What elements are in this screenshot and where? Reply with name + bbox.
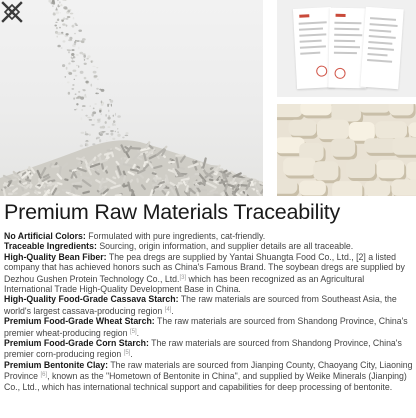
- ingredient-item: [4, 252, 414, 295]
- item-text: , known as the "Hometown of Bentonite in China", and supplied by Weike Minerals (Jianping) Co., Ltd., which has international technical support and capabilities for deep processing of bentonite.: [4, 371, 407, 392]
- reference-mark: [5]: [123, 350, 131, 357]
- ingredient-item: [4, 316, 414, 338]
- item-text: The raw materials are sourced from Shandong Province, China's premier wheat-producing region: [4, 316, 408, 338]
- reference-mark: [4]: [164, 306, 172, 313]
- item-heading: High-Quality Bean Fiber:: [4, 251, 107, 262]
- ingredient-item: [4, 338, 414, 360]
- brand-logo-icon: [0, 0, 24, 24]
- page-title: Premium Raw Materials Traceability: [4, 200, 341, 224]
- ingredient-item: [4, 360, 414, 392]
- item-text: The pea dregs are supplied by Yantai Shuangta Food Co., Ltd., [2] a listed company that has achieved honors such as China's Famous Brand. The soybean dregs are supplied by Dezhou Gushen Protein Technology Co., Ltd.: [4, 251, 405, 284]
- ingredient-list: [4, 231, 414, 392]
- item-text: The raw materials are sourced from Shandong Province, China's premier corn-producing region: [4, 338, 402, 360]
- item-heading: High-Quality Food-Grade Cassava Starch:: [4, 294, 179, 305]
- item-text: Sourcing, origin information, and supplier details are all traceable.: [96, 241, 354, 252]
- item-text: .: [130, 349, 133, 360]
- ingredient-item: [4, 231, 414, 241]
- item-text: which has been recognized as an Agricultural International Trade High-Quality Development Base in China.: [4, 273, 365, 295]
- item-heading: Premium Food-Grade Corn Starch:: [4, 338, 149, 349]
- litter-sticks-closeup-image: [277, 104, 416, 196]
- reference-mark: [3]: [179, 274, 187, 281]
- reference-mark: [6]: [40, 372, 48, 379]
- reference-mark: [5]: [129, 328, 137, 335]
- ingredient-item: [4, 241, 414, 251]
- item-text: Formulated with pure ingredients, cat-friendly.: [85, 231, 266, 241]
- item-text: .: [171, 305, 174, 316]
- litter-sticks-icon: [277, 104, 416, 196]
- certificate-image: [277, 0, 416, 97]
- litter-pellets-image: [0, 0, 263, 196]
- ingredient-item: [4, 294, 414, 316]
- item-text: The raw materials are sourced from Southeast Asia, the world's largest cassava-producing region: [4, 294, 397, 316]
- item-text: The raw materials are sourced from Jianping County, Chaoyang City, Liaoning Province: [4, 359, 413, 382]
- item-heading: Traceable Ingredients:: [4, 241, 97, 252]
- item-heading: Premium Bentonite Clay:: [4, 359, 109, 370]
- item-heading: No Artificial Colors:: [4, 231, 86, 241]
- certificate-page-icon: [360, 7, 403, 89]
- item-text: .: [136, 327, 140, 338]
- item-heading: Premium Food-Grade Wheat Starch:: [4, 316, 155, 327]
- hero-photo: [0, 0, 263, 196]
